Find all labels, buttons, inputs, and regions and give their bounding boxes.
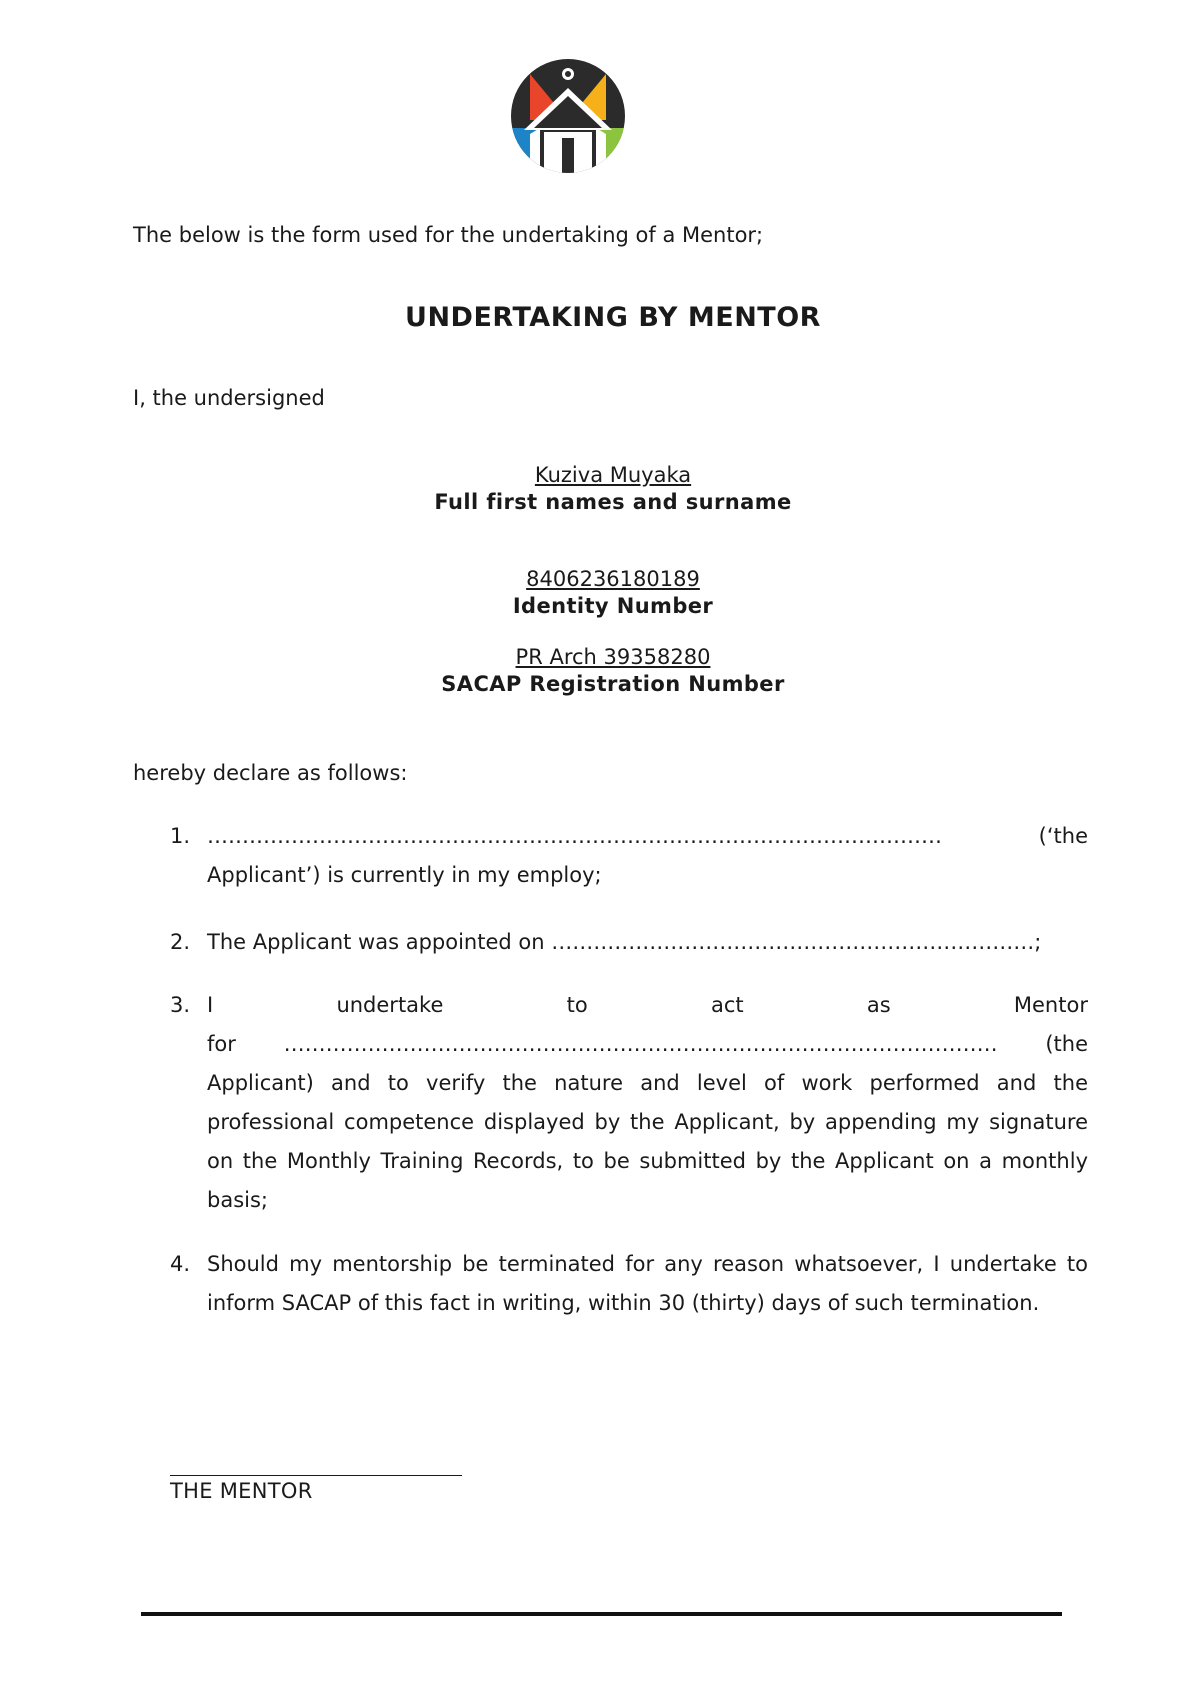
list-item-text: Applicant’) is currently in my employ; [207, 863, 602, 887]
logo-door [562, 138, 574, 174]
footer-divider [141, 1612, 1062, 1616]
signature-line [170, 1475, 462, 1476]
registration-number-value: PR Arch 39358280 [515, 645, 711, 669]
full-name-value: Kuziva Muyaka [534, 463, 692, 487]
list-item-number: 1. [170, 824, 191, 848]
list-item-line [207, 1025, 1088, 1064]
list-item-tail: (‘the [1038, 824, 1088, 848]
list-item [170, 986, 1088, 1220]
applicant-name-blank: ………………………………………………………………………………………… [283, 1032, 998, 1056]
undersigned-text: I, the undersigned [133, 386, 325, 410]
organization-logo [510, 58, 626, 174]
list-item-tail: (the [1045, 1032, 1088, 1056]
signature-label: THE MENTOR [170, 1479, 313, 1503]
registration-number-field [0, 644, 1200, 699]
list-item-word: act [710, 993, 744, 1017]
full-name-field [0, 462, 1200, 517]
list-item-word: I [207, 993, 214, 1017]
intro-text: The below is the form used for the undertaking of a Mentor; [133, 223, 764, 247]
list-item-word: as [866, 993, 891, 1017]
list-item-number: 4. [170, 1252, 191, 1276]
applicant-name-blank: …………………………………………………………………………………………… [207, 824, 942, 848]
list-item-word: undertake [336, 993, 444, 1017]
list-item-line [207, 986, 1088, 1025]
list-item-word: to [566, 993, 588, 1017]
full-name-label: Full first names and surname [434, 490, 792, 515]
list-item-word: for [207, 1032, 236, 1056]
list-item-number: 3. [170, 993, 191, 1017]
identity-number-field [0, 566, 1200, 621]
list-item [170, 923, 1088, 962]
list-item-text: The Applicant was appointed on ……………………………………………………………; [207, 930, 1042, 954]
declare-text: hereby declare as follows: [133, 761, 408, 785]
document-title: UNDERTAKING BY MENTOR [405, 302, 821, 333]
list-item-word: Mentor [1013, 993, 1088, 1017]
list-item-line [207, 817, 1088, 856]
list-item-text: Applicant) and to verify the nature and level of work performed and the professional competence displayed by the Applicant, by appending my signature on the Monthly Training Records, to be submitted by the Applicant on a monthly basis; [207, 1071, 1088, 1212]
identity-number-value: 8406236180189 [526, 567, 700, 591]
list-item [170, 1245, 1088, 1323]
list-item [170, 817, 1088, 895]
list-item-number: 2. [170, 930, 191, 954]
identity-number-label: Identity Number [512, 594, 714, 619]
house-logo-icon [510, 58, 626, 174]
list-item-text: Should my mentorship be terminated for any reason whatsoever, I undertake to inform SACAP of this fact in writing, within 30 (thirty) days of such termination. [207, 1252, 1088, 1315]
registration-number-label: SACAP Registration Number [441, 672, 785, 697]
